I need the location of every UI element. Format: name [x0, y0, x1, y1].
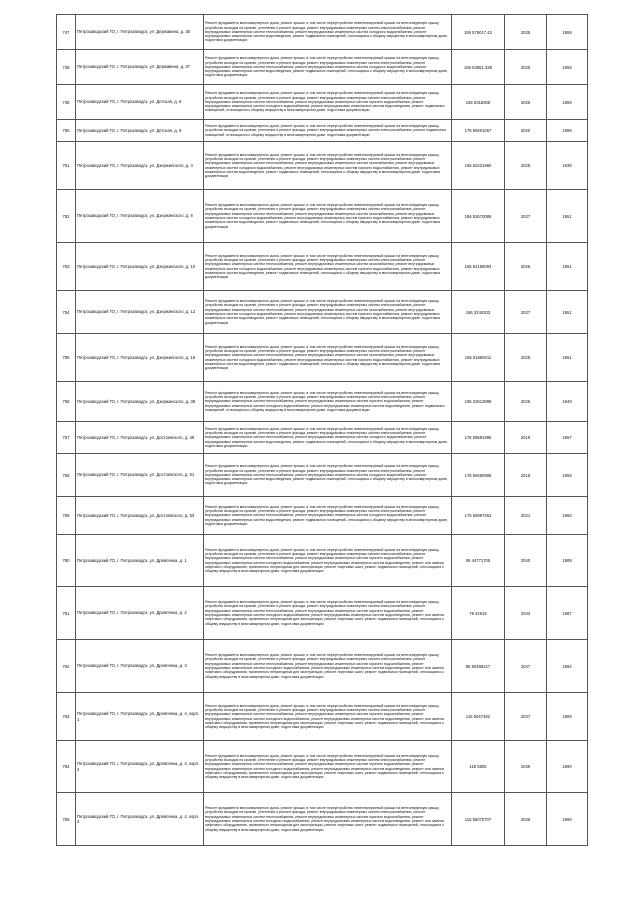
- cost-cell: 155 51689311: [452, 334, 505, 382]
- row-number: 757: [57, 422, 76, 454]
- row-number: 759: [57, 497, 76, 535]
- row-number: 764: [57, 741, 76, 793]
- repair-year-cell: 2019: [505, 422, 547, 454]
- row-number: 761: [57, 587, 76, 640]
- build-year-cell: 1939: [547, 142, 588, 190]
- build-year-cell: 1959: [547, 15, 588, 50]
- works-cell: Ремонт фундамента многоквартирного дома, ремонт крыши, в том числе переустройство невентилируемой крыши на вентилируемую крышу, устройство выходов на кровлю, утепление и ремонт фасада, ремонт внутридомовых инженерных систем электроснабжения, ремонт внутридомовых инженерных систем теплоснабжения, ремонт внутридомовых инженерных систем газоснабжения, ремонт внутридомовых инженерных систем холодного водоснабжения, ремонт внутридомовых инженерных систем горячего водоснабжения, ремонт внутридомовых инженерных систем водоотведения, ремонт подвальных помещений, относящихся к общему имуществу в многоквартирном доме, подготовка документации: [204, 334, 452, 382]
- table-row: [57, 15, 588, 50]
- works-cell: Ремонт фундамента многоквартирного дома, ремонт крыши, в том числе переустройство невентилируемой крыши на вентилируемую крышу, устройство выходов на кровлю, утепление и ремонт фасада, ремонт внутридомовых инженерных систем электроснабжения, ремонт внутридомовых инженерных систем теплоснабжения, ремонт внутридомовых инженерных систем горячего водоснабжения, ремонт внутридомовых инженерных систем холодного водоснабжения, ремонт внутридомовых инженерных систем водоотведения, ремонт или замена лифтового оборудования, признанного непригодным для эксплуатации, ремонт лифтовых шахт, ремонт подвальных помещений, относящихся к общему имуществу в многоквартирном доме, подготовка документации: [204, 793, 452, 846]
- works-cell: Ремонт фундамента многоквартирного дома, ремонт крыши, в том числе переустройство невентилируемой крыши на вентилируемую крышу, устройство выходов на кровлю, утепление и ремонт фасада, ремонт внутридомовых инженерных систем электроснабжения, ремонт внутридомовых инженерных систем теплоснабжения, ремонт внутридомовых инженерных систем горячего водоснабжения, ремонт внутридомовых инженерных систем холодного водоснабжения, ремонт внутридомовых инженерных систем водоотведения, ремонт или замена лифтового оборудования, признанного непригодным для эксплуатации, ремонт лифтовых шахт, ремонт подвальных помещений, относящихся к общему имуществу в многоквартирном доме, подготовка документации: [204, 693, 452, 741]
- row-number: 752: [57, 190, 76, 243]
- table-row: [57, 497, 588, 535]
- table-row: [57, 142, 588, 190]
- row-number: 765: [57, 793, 76, 846]
- address-cell: Петрозаводский ГО, г. Петрозаводск, ул. Дзержинского, д. 18: [76, 334, 204, 382]
- build-year-cell: 1957: [547, 422, 588, 454]
- cost-cell: 78 42519: [452, 587, 505, 640]
- works-cell: Ремонт фундамента многоквартирного дома, ремонт крыши, в том числе переустройство невентилируемой крыши на вентилируемую крышу, устройство выходов на кровлю, утепление и ремонт фасада, ремонт внутридомовых инженерных систем электроснабжения, ремонт внутридомовых инженерных систем теплоснабжения, ремонт внутридомовых инженерных систем горячего водоснабжения, ремонт внутридомовых инженерных систем холодного водоснабжения, ремонт внутридомовых инженерных систем водоотведения, ремонт или замена лифтового оборудования, признанного непригодным для эксплуатации, ремонт лифтовых шахт, ремонт подвальных помещений, относящихся к общему имуществу в многоквартирном доме, подготовка документации: [204, 640, 452, 693]
- row-number: 747: [57, 15, 76, 50]
- table-row: [57, 741, 588, 793]
- table-row: [57, 291, 588, 334]
- row-number: 749: [57, 85, 76, 120]
- row-number: 748: [57, 50, 76, 85]
- repair-year-cell: 2021: [505, 497, 547, 535]
- build-year-cell: 1994: [547, 640, 588, 693]
- address-cell: Петрозаводский ГО, г. Петрозаводск, ул. Достоевского, д. 53: [76, 497, 204, 535]
- build-year-cell: 1951: [547, 291, 588, 334]
- build-year-cell: 1951: [547, 334, 588, 382]
- address-cell: Петрозаводский ГО, г. Петрозаводск, ул. Детская, д. 6: [76, 85, 204, 120]
- address-cell: Петрозаводский ГО, г. Петрозаводск, ул. Дзержинского, д. 6: [76, 190, 204, 243]
- row-number: 755: [57, 334, 76, 382]
- works-cell: Ремонт фундамента многоквартирного дома, ремонт крыши, в том числе переустройство невентилируемой крыши на вентилируемую крышу, устройство выходов на кровлю, утепление и ремонт фасада, ремонт внутридомовых инженерных систем электроснабжения, ремонт внутридомовых инженерных систем теплоснабжения, ремонт внутридомовых инженерных систем холодного водоснабжения, ремонт внутридомовых инженерных систем водоотведения, ремонт подвальных помещений, относящихся к общему имуществу в многоквартирном доме, подготовка документации: [204, 50, 452, 85]
- cost-cell: 176 69401067: [452, 120, 505, 142]
- works-cell: Ремонт фундамента многоквартирного дома, ремонт крыши, в том числе переустройство невентилируемой крыши на вентилируемую крышу, устройство выходов на кровлю, утепление и ремонт фасада, ремонт внутридомовых инженерных систем электроснабжения, ремонт внутридомовых инженерных систем теплоснабжения, ремонт внутридомовых инженерных систем горячего водоснабжения, ремонт внутридомовых инженерных систем холодного водоснабжения, ремонт внутридомовых инженерных систем водоотведения, ремонт или замена лифтового оборудования, признанного непригодным для эксплуатации, ремонт лифтовых шахт, ремонт подвальных помещений, относящихся к общему имуществу в многоквартирном доме, подготовка документации: [204, 741, 452, 793]
- repair-year-cell: 2028: [505, 334, 547, 382]
- cost-cell: 118 5505: [452, 741, 505, 793]
- row-number: 754: [57, 291, 76, 334]
- table-row: [57, 587, 588, 640]
- build-year-cell: 1989: [547, 120, 588, 142]
- table-row: [57, 334, 588, 382]
- address-cell: Петрозаводский ГО, г. Петрозаводск, ул. Державина, д. 35: [76, 15, 204, 50]
- cost-cell: 175 55997453: [452, 497, 505, 535]
- row-number: 763: [57, 693, 76, 741]
- build-year-cell: 1987: [547, 587, 588, 640]
- table-row: [57, 793, 588, 846]
- table-row: [57, 243, 588, 291]
- cost-cell: 115 55070707: [452, 793, 505, 846]
- cost-cell: 155 53651.338: [452, 50, 505, 85]
- cost-cell: 186 3240203: [452, 291, 505, 334]
- address-cell: Петрозаводский ГО, г. Петрозаводск, ул. Древлянка, д. 4, корп. 3: [76, 793, 204, 846]
- repair-year-cell: 2036: [505, 793, 547, 846]
- cost-cell: 95 50486227: [452, 640, 505, 693]
- cost-cell: 95 44771705: [452, 535, 505, 587]
- address-cell: Петрозаводский ГО, г. Петрозаводск, ул. Древлянка, д. 4, корп. 2: [76, 741, 204, 793]
- cost-cell: 155 52195093: [452, 243, 505, 291]
- build-year-cell: 1989: [547, 693, 588, 741]
- works-cell: Ремонт фундамента многоквартирного дома, ремонт крыши, в том числе переустройство невентилируемой крыши на вентилируемую крышу, устройство выходов на кровлю, утепление и ремонт фасада, ремонт внутридомовых инженерных систем электроснабжения, ремонт внутридомовых инженерных систем теплоснабжения, ремонт внутридомовых инженерных систем холодного водоснабжения, ремонт внутридомовых инженерных систем водоотведения, ремонт подвальных помещений, относящихся к общему имуществу в многоквартирном доме, подготовка документации: [204, 497, 452, 535]
- table-row: [57, 120, 588, 142]
- works-cell: Ремонт фундамента многоквартирного дома, ремонт крыши, в том числе переустройство невентилируемой крыши на вентилируемую крышу, устройство выходов на кровлю, утепление и ремонт фасада, ремонт внутридомовых инженерных систем электроснабжения, ремонт внутридомовых инженерных систем теплоснабжения, ремонт внутридомовых инженерных систем холодного водоснабжения, ремонт внутридомовых инженерных систем водоотведения, ремонт подвальных помещений, относящихся к общему имуществу в многоквартирном доме, подготовка документации: [204, 15, 452, 50]
- build-year-cell: 1989: [547, 535, 588, 587]
- cost-cell: 115 5047492: [452, 693, 505, 741]
- table-row: [57, 422, 588, 454]
- repair-year-cell: 2039: [505, 741, 547, 793]
- table-row: [57, 693, 588, 741]
- document-page: [56, 14, 587, 846]
- repair-year-cell: 2025: [505, 50, 547, 85]
- cost-cell: 155 52221960: [452, 142, 505, 190]
- repair-year-cell: 2026: [505, 243, 547, 291]
- address-cell: Петрозаводский ГО, г. Петрозаводск, ул. Дзержинского, д. 12: [76, 291, 204, 334]
- cost-cell: 155 5318308: [452, 85, 505, 120]
- cost-cell: 176 59681995: [452, 422, 505, 454]
- build-year-cell: 1960: [547, 497, 588, 535]
- works-cell: Ремонт фундамента многоквартирного дома, ремонт крыши, в том числе переустройство невентилируемой крыши на вентилируемую крышу, устройство выходов на кровлю, утепление и ремонт фасада, ремонт внутридомовых инженерных систем электроснабжения, ремонт внутридомовых инженерных систем теплоснабжения, ремонт внутридомовых инженерных систем газоснабжения, ремонт внутридомовых инженерных систем холодного водоснабжения, ремонт внутридомовых инженерных систем горячего водоснабжения, ремонт внутридомовых инженерных систем водоотведения, ремонт подвальных помещений, относящихся к общему имуществу в многоквартирном доме, подготовка документации: [204, 291, 452, 334]
- address-cell: Петрозаводский ГО, г. Петрозаводск, ул. Достоевского, д. 49: [76, 422, 204, 454]
- cost-cell: 176 59490998: [452, 454, 505, 497]
- table-row: [57, 85, 588, 120]
- cost-cell: 186 52670089: [452, 190, 505, 243]
- repair-year-cell: 2027: [505, 291, 547, 334]
- table-row: [57, 50, 588, 85]
- works-cell: Ремонт фундамента многоквартирного дома, ремонт крыши, в том числе переустройство невентилируемой крыши на вентилируемую крышу, устройство выходов на кровлю, утепление и ремонт фасада, ремонт внутридомовых инженерных систем электроснабжения, ремонт внутридомовых инженерных систем теплоснабжения, ремонт внутридомовых инженерных систем горячего водоснабжения, ремонт внутридомовых инженерных систем холодного водоснабжения, ремонт внутридомовых инженерных систем водоотведения, ремонт или замена лифтового оборудования, признанного непригодным для эксплуатации, ремонт лифтовых шахт, ремонт подвальных помещений, относящихся к общему имуществу в многоквартирном доме, подготовка документации: [204, 535, 452, 587]
- repair-year-cell: 2025: [505, 15, 547, 50]
- capital-repair-table: [56, 14, 588, 846]
- address-cell: Петрозаводский ГО, г. Петрозаводск, ул. Древлянка, д. 4, корп. 1: [76, 693, 204, 741]
- row-number: 758: [57, 454, 76, 497]
- repair-year-cell: 2026: [505, 85, 547, 120]
- build-year-cell: 1949: [547, 382, 588, 422]
- table-row: [57, 535, 588, 587]
- row-number: 756: [57, 382, 76, 422]
- cost-cell: 186 22612898: [452, 382, 505, 422]
- row-number: 750: [57, 120, 76, 142]
- repair-year-cell: 2020: [505, 120, 547, 142]
- table-row: [57, 640, 588, 693]
- repair-year-cell: 2037: [505, 693, 547, 741]
- works-cell: Ремонт фундамента многоквартирного дома, ремонт крыши, в том числе переустройство невентилируемой крыши на вентилируемую крышу, устройство выходов на кровлю, утепление и ремонт фасада, ремонт внутридомовых инженерных систем электроснабжения, ремонт внутридомовых инженерных систем теплоснабжения, ремонт внутридомовых инженерных систем горячего водоснабжения, ремонт внутридомовых инженерных систем холодного водоснабжения, ремонт внутридомовых инженерных систем водоотведения, ремонт или замена лифтового оборудования, признанного непригодным для эксплуатации, ремонт лифтовых шахт, ремонт подвальных помещений, относящихся к общему имуществу в многоквартирном доме, подготовка документации: [204, 587, 452, 640]
- works-cell: Ремонт фундамента многоквартирного дома, ремонт крыши, в том числе переустройство невентилируемой крыши на вентилируемую крышу, устройство выходов на кровлю, утепление и ремонт фасада, ремонт внутридомовых инженерных систем электроснабжения, ремонт внутридомовых инженерных систем теплоснабжения, ремонт внутридомовых инженерных систем газоснабжения, ремонт внутридомовых инженерных систем холодного водоснабжения, ремонт внутридомовых инженерных систем горячего водоснабжения, ремонт внутридомовых инженерных систем водоотведения, ремонт подвальных помещений, относящихся к общему имуществу в многоквартирном доме, подготовка документации: [204, 243, 452, 291]
- repair-year-cell: 2027: [505, 190, 547, 243]
- address-cell: Петрозаводский ГО, г. Петрозаводск, ул. Древлянка, д. 1: [76, 535, 204, 587]
- works-cell: Ремонт фундамента многоквартирного дома, ремонт крыши, в том числе переустройство невентилируемой крыши на вентилируемую крышу, устройство выходов на кровлю, утепление и ремонт фасада, ремонт внутридомовых инженерных систем электроснабжения, ремонт внутридомовых инженерных систем теплоснабжения, ремонт внутридомовых инженерных систем холодного водоснабжения, ремонт внутридомовых инженерных систем водоотведения, ремонт подвальных помещений, относящихся к общему имуществу в многоквартирном доме, подготовка документации: [204, 422, 452, 454]
- works-cell: Ремонт фундамента многоквартирного дома, ремонт крыши, в том числе переустройство невентилируемой крыши на вентилируемую крышу, устройство выходов на кровлю, утепление и ремонт фасада, ремонт внутридомовых инженерных систем электроснабжения, ремонт внутридомовых инженерных систем теплоснабжения, ремонт внутридомовых инженерных систем горячего водоснабжения, ремонт внутридомовых инженерных систем холодного водоснабжения, ремонт внутридомовых инженерных систем водоотведения, ремонт подвальных помещений, относящихся к общему имуществу в многоквартирном доме, подготовка документации: [204, 382, 452, 422]
- works-cell: Ремонт фундамента многоквартирного дома, ремонт крыши, в том числе переустройство невентилируемой крыши на вентилируемую крышу, устройство выходов на кровлю, утепление и ремонт фасада, ремонт внутридомовых инженерных систем электроснабжения, ремонт внутридомовых инженерных систем теплоснабжения, ремонт внутридомовых инженерных систем газоснабжения, ремонт внутридомовых инженерных систем холодного водоснабжения, ремонт внутридомовых инженерных систем горячего водоснабжения, ремонт внутридомовых инженерных систем водоотведения, ремонт подвальных помещений, относящихся к общему имуществу в многоквартирном доме, подготовка документации: [204, 190, 452, 243]
- cost-cell: 155 579017.42: [452, 15, 505, 50]
- address-cell: Петрозаводский ГО, г. Петрозаводск, ул. Древлянка, д. 2: [76, 587, 204, 640]
- table-body: [57, 15, 588, 846]
- build-year-cell: 1959: [547, 85, 588, 120]
- repair-year-cell: 2047: [505, 640, 547, 693]
- table-row: [57, 382, 588, 422]
- works-cell: Ремонт фундамента многоквартирного дома, ремонт крыши, в том числе переустройство невентилируемой крыши на вентилируемую крышу, устройство выходов на кровлю, утепление и ремонт фасада, ремонт внутридомовых инженерных систем электроснабжения, ремонт подвальных помещений, относящихся к общему имуществу в многоквартирном доме, подготовка документации: [204, 120, 452, 142]
- address-cell: Петрозаводский ГО, г. Петрозаводск, ул. Детская, д. 9: [76, 120, 204, 142]
- row-number: 760: [57, 535, 76, 587]
- address-cell: Петрозаводский ГО, г. Петрозаводск, ул. Достоевского, д. 51: [76, 454, 204, 497]
- row-number: 751: [57, 142, 76, 190]
- address-cell: Петрозаводский ГО, г. Петрозаводск, ул. Дзержинского, д. 10: [76, 243, 204, 291]
- build-year-cell: 1990: [547, 741, 588, 793]
- table-row: [57, 454, 588, 497]
- build-year-cell: 1951: [547, 190, 588, 243]
- works-cell: Ремонт фундамента многоквартирного дома, ремонт крыши, в том числе переустройство невентилируемой крыши на вентилируемую крышу, устройство выходов на кровлю, утепление и ремонт фасада, ремонт внутридомовых инженерных систем электроснабжения, ремонт внутридомовых инженерных систем теплоснабжения, ремонт внутридомовых инженерных систем холодного водоснабжения, ремонт внутридомовых инженерных систем водоотведения, ремонт подвальных помещений, относящихся к общему имуществу в многоквартирном доме, подготовка документации: [204, 454, 452, 497]
- build-year-cell: 1951: [547, 243, 588, 291]
- repair-year-cell: 2018: [505, 454, 547, 497]
- row-number: 753: [57, 243, 76, 291]
- address-cell: Петрозаводский ГО, г. Петрозаводск, ул. Древлянка, д. 3: [76, 640, 204, 693]
- repair-year-cell: 2026: [505, 382, 547, 422]
- address-cell: Петрозаводский ГО, г. Петрозаводск, ул. Державина, д. 37: [76, 50, 204, 85]
- works-cell: Ремонт фундамента многоквартирного дома, ремонт крыши, в том числе переустройство невентилируемой крыши на вентилируемую крышу, устройство выходов на кровлю, утепление и ремонт фасада, ремонт внутридомовых инженерных систем электроснабжения, ремонт внутридомовых инженерных систем теплоснабжения, ремонт внутридомовых инженерных систем горячего водоснабжения, ремонт внутридомовых инженерных систем холодного водоснабжения, ремонт внутридомовых инженерных систем водоотведения, ремонт подвальных помещений, относящихся к общему имуществу в многоквартирном доме, подготовка документации: [204, 85, 452, 120]
- address-cell: Петрозаводский ГО, г. Петрозаводск, ул. Дзержинского, д. 38: [76, 382, 204, 422]
- works-cell: Ремонт фундамента многоквартирного дома, ремонт крыши, в том числе переустройство невентилируемой крыши на вентилируемую крышу, устройство выходов на кровлю, утепление и ремонт фасада, ремонт внутридомовых инженерных систем электроснабжения, ремонт внутридомовых инженерных систем теплоснабжения, ремонт внутридомовых инженерных систем газоснабжения, ремонт внутридомовых инженерных систем холодного водоснабжения, ремонт внутридомовых инженерных систем горячего водоснабжения, ремонт внутридомовых инженерных систем водоотведения, ремонт подвальных помещений, относящихся к общему имуществу в многоквартирном доме, подготовка документации: [204, 142, 452, 190]
- repair-year-cell: 2028: [505, 142, 547, 190]
- row-number: 762: [57, 640, 76, 693]
- build-year-cell: 1990: [547, 793, 588, 846]
- build-year-cell: 1959: [547, 50, 588, 85]
- table-row: [57, 190, 588, 243]
- build-year-cell: 1959: [547, 454, 588, 497]
- repair-year-cell: 2043: [505, 587, 547, 640]
- repair-year-cell: 2040: [505, 535, 547, 587]
- address-cell: Петрозаводский ГО, г. Петрозаводск, ул. Дзержинского, д. 4: [76, 142, 204, 190]
